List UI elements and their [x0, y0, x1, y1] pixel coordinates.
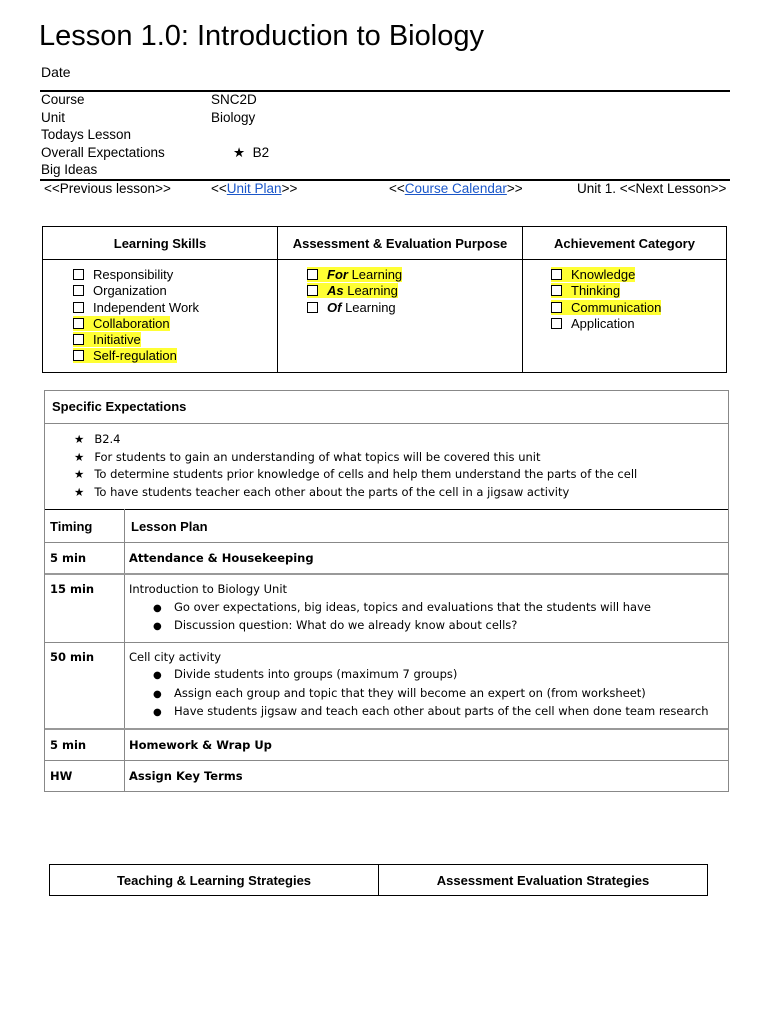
checklist-label: For — [327, 267, 348, 282]
checklist-item — [307, 300, 521, 316]
strategies-table — [49, 864, 708, 896]
row-title: Introduction to Biology Unit — [129, 582, 288, 596]
checklist-item — [551, 267, 725, 283]
checklist-label: Independent Work — [93, 299, 199, 315]
lesson-plan-header: Lesson Plan — [125, 510, 729, 543]
expectation-item — [74, 449, 728, 467]
checklist-label: Responsibility — [93, 267, 174, 282]
checklist-item — [307, 267, 521, 283]
todays-lesson-label: Todays Lesson — [41, 127, 132, 142]
star-icon: ★ — [74, 449, 85, 464]
checklist-item — [73, 283, 276, 299]
nav-prefix: << — [389, 181, 405, 196]
star-icon: ★ — [233, 144, 246, 161]
checklist-item — [73, 267, 276, 283]
row-title: Cell city activity — [129, 649, 222, 664]
bullet-item: ● Go over expectations, big ideas, topics and evaluations that the students will have — [174, 599, 727, 618]
checklist-item — [551, 283, 725, 299]
checklist-label: Knowledge — [571, 267, 636, 282]
row-bullets — [129, 666, 727, 722]
assessment-purpose-list — [307, 267, 521, 316]
previous-lesson-link[interactable]: <<Previous lesson>> — [44, 181, 171, 196]
checkbox-icon — [307, 285, 318, 296]
divider-top — [40, 90, 730, 92]
checkbox-icon — [73, 302, 84, 313]
expectation-item — [74, 431, 728, 449]
star-icon: ★ — [74, 432, 85, 446]
date-label: Date — [41, 64, 71, 80]
checklist-item — [73, 300, 276, 316]
expectation-text: For students to gain an understanding of what topics will be covered this unit — [94, 449, 541, 464]
star-icon: ★ — [74, 467, 85, 481]
checklist-label: Initiative — [93, 332, 141, 348]
course-value: SNC2D — [211, 92, 257, 107]
achievement-category-header: Achievement Category — [523, 227, 727, 260]
row-title: Homework & Wrap Up — [125, 729, 729, 761]
table-row — [45, 729, 728, 761]
unit-plan-link[interactable]: Unit Plan — [226, 181, 282, 196]
row-title: Assign Key Terms — [125, 760, 729, 791]
learning-skills-header: Learning Skills — [43, 227, 278, 260]
course-label: Course — [41, 92, 85, 107]
teaching-strategies-header: Teaching & Learning Strategies — [50, 865, 379, 896]
row-bullets — [129, 599, 727, 636]
checklist-label: Organization — [93, 283, 167, 299]
expectation-text: To determine students prior knowledge of cells and help them understand the parts of the cell — [94, 467, 638, 481]
overall-value-text: B2 — [252, 144, 270, 160]
checkbox-icon — [551, 302, 562, 313]
checklist-label: Learning — [347, 267, 403, 282]
checkbox-icon — [551, 285, 562, 296]
checklist-item — [307, 283, 521, 299]
learning-skills-list — [73, 267, 276, 365]
checkbox-icon — [551, 269, 562, 280]
checklist-label: Of — [327, 299, 342, 315]
checkbox-icon — [73, 350, 84, 361]
checkbox-icon — [73, 318, 84, 329]
bullet-item: ● Have students jigsaw and teach each other about parts of the cell when done team research — [174, 703, 727, 722]
bullet-item: ● Divide students into groups (maximum 7 groups) — [174, 666, 727, 685]
unit-value: Biology — [211, 109, 256, 125]
checkbox-icon — [307, 302, 318, 313]
expectation-item — [74, 466, 728, 484]
row-time: HW — [45, 760, 125, 791]
row-title: Attendance & Housekeeping — [125, 543, 729, 575]
expectation-text: B2.4 — [94, 432, 121, 446]
checkbox-icon — [73, 334, 84, 345]
unit-label: Unit — [41, 109, 66, 125]
checklist-label: As — [327, 283, 344, 299]
checklist-item — [551, 300, 725, 316]
specific-expectations-list — [45, 424, 728, 509]
checklist-label: Learning — [341, 299, 396, 315]
star-icon: ★ — [74, 484, 85, 499]
expectation-item — [74, 484, 728, 502]
checklist-item — [73, 332, 276, 348]
next-lesson-link[interactable]: Unit 1. <<Next Lesson>> — [577, 181, 727, 196]
checklist-label: Self-regulation — [93, 348, 177, 364]
big-ideas-label: Big Ideas — [41, 162, 98, 177]
specific-expectations-heading: Specific Expectations — [45, 391, 728, 424]
table-row — [45, 760, 728, 791]
bullet-item: ● Discussion question: What do we already know about cells? — [174, 617, 727, 636]
checklist-label: Collaboration — [93, 315, 170, 331]
row-time: 50 min — [45, 642, 125, 729]
assessment-purpose-header: Assessment & Evaluation Purpose — [278, 227, 523, 260]
row-time: 5 min — [45, 729, 125, 761]
table-row — [45, 642, 728, 729]
checklist-label: Thinking — [571, 283, 621, 299]
bullet-item: ● Assign each group and topic that they will become an expert on (from worksheet) — [174, 685, 727, 704]
checkbox-icon — [307, 269, 318, 280]
overall-expectations-label: Overall Expectations — [41, 144, 165, 160]
skills-table — [42, 226, 727, 373]
table-row — [45, 543, 728, 575]
checkbox-icon — [551, 318, 562, 329]
row-time: 5 min — [45, 543, 125, 575]
course-calendar-nav — [389, 181, 523, 196]
expectation-text: To have students teacher each other about the parts of the cell in a jigsaw activity — [94, 484, 570, 499]
nav-suffix: >> — [506, 181, 523, 196]
nav-prefix: << — [211, 181, 227, 196]
checklist-label: Application — [571, 315, 635, 331]
checklist-item — [73, 316, 276, 332]
unit-plan-nav — [211, 181, 297, 196]
timing-header: Timing — [45, 510, 125, 543]
specific-expectations-section — [44, 390, 729, 792]
course-calendar-link[interactable]: Course Calendar — [404, 181, 507, 196]
lesson-plan-table — [45, 509, 728, 791]
overall-expectations-value — [233, 144, 269, 163]
checkbox-icon — [73, 285, 84, 296]
checklist-item — [551, 316, 725, 332]
checklist-label: Learning — [343, 283, 398, 299]
checklist-item — [73, 348, 276, 364]
assessment-strategies-header: Assessment Evaluation Strategies — [379, 865, 708, 896]
nav-suffix: >> — [281, 181, 298, 196]
table-row — [45, 574, 728, 642]
checkbox-icon — [73, 269, 84, 280]
achievement-category-list — [551, 267, 725, 332]
row-time: 15 min — [45, 574, 125, 642]
checklist-label: Communication — [571, 299, 662, 315]
page-title: Lesson 1.0: Introduction to Biology — [39, 20, 484, 52]
